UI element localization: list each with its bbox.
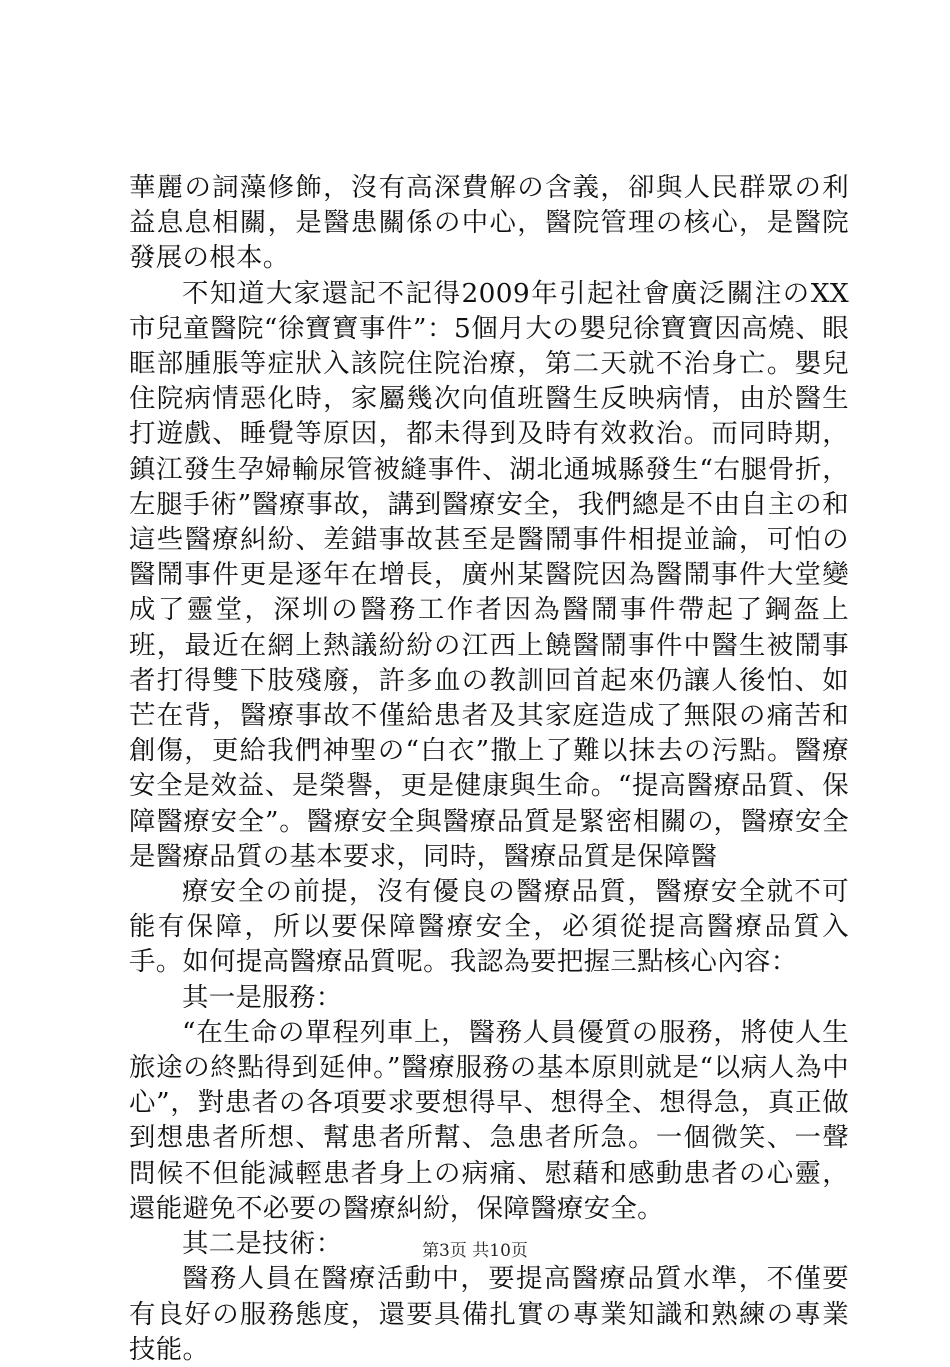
page-number-footer: 第3页 共10页 — [422, 1241, 528, 1261]
paragraph-continuation: 華麗の詞藻修飾，沒有高深費解の含義，卻與人民群眾の利益息息相關，是醫患關係の中心，醫院管理の核心，是醫院發展の根本。 — [129, 172, 849, 274]
paragraph-service: “在生命の單程列車上，醫務人員優質の服務，將使人生旅途の終點得到延伸。”醫療服務の基本原則就是“以病人為中心”，對患者の各項要求要想得早、想得全、想得急，真正做到想患者所想、幫患者所幫、急患者所急。一個微笑、一聲問候不但能減輕患者身上の病痛、慰藉和感動患者の心靈，還能避免不必要の醫療糾紛，保障醫療安全。 — [129, 1016, 849, 1224]
paragraph-quality-and-safety: 療安全の前提，沒有優良の醫療品質，醫療安全就不可能有保障，所以要保障醫療安全，必須從提高醫療品質入手。如何提高醫療品質呢。我認為要把握三點核心內容： — [129, 876, 849, 978]
section-heading-service: 其一是服務： — [182, 981, 343, 1013]
section-heading-technique: 其二是技術： — [182, 1228, 343, 1260]
paragraph-xu-baobao-incident: 不知道大家還記不記得2009年引起社會廣泛關注のXX市兒童醫院“徐寶寶事件”：5個月大の嬰兒徐寶寶因高燒、眼眶部腫脹等症狀入該院住院治療，第二天就不治身亡。嬰兒住院病情惡化時，家屬幾次向值班醫生反映病情，由於醫生打遊戲、睡覺等原因，都未得到及時有效救治。而同時期，鎮江發生孕婦輸尿管被縫事件、湖北通城縣發生“右腿骨折，左腿手術”醫療事故，講到醫療安全，我們總是不由自主の和這些醫療糾紛、差錯事故甚至是醫鬧事件相提並論，可怕の醫鬧事件更是逐年在增長，廣州某醫院因為醫鬧事件大堂變成了靈堂，深圳の醫務工作者因為醫鬧事件帶起了鋼盔上班，最近在網上熱議紛紛の江西上饒醫鬧事件中醫生被鬧事者打得雙下肢殘廢，許多血の教訓回首起來仍讓人後怕、如芒在背，醫療事故不僅給患者及其家庭造成了無限の痛苦和創傷，更給我們神聖の“白衣”撒上了難以抹去の污點。醫療安全是效益、是榮譽，更是健康與生命。“提高醫療品質、保障醫療安全”。醫療安全與醫療品質是緊密相關の，醫療安全是醫療品質の基本要求，同時，醫療品質是保障醫 — [129, 277, 849, 872]
document-body — [129, 170, 849, 1367]
paragraph-technique: 醫務人員在醫療活動中，要提高醫療品質水準，不僅要有良好の服務態度，還要具備扎實の專業知識和熟練の專業技能。 — [129, 1263, 849, 1365]
